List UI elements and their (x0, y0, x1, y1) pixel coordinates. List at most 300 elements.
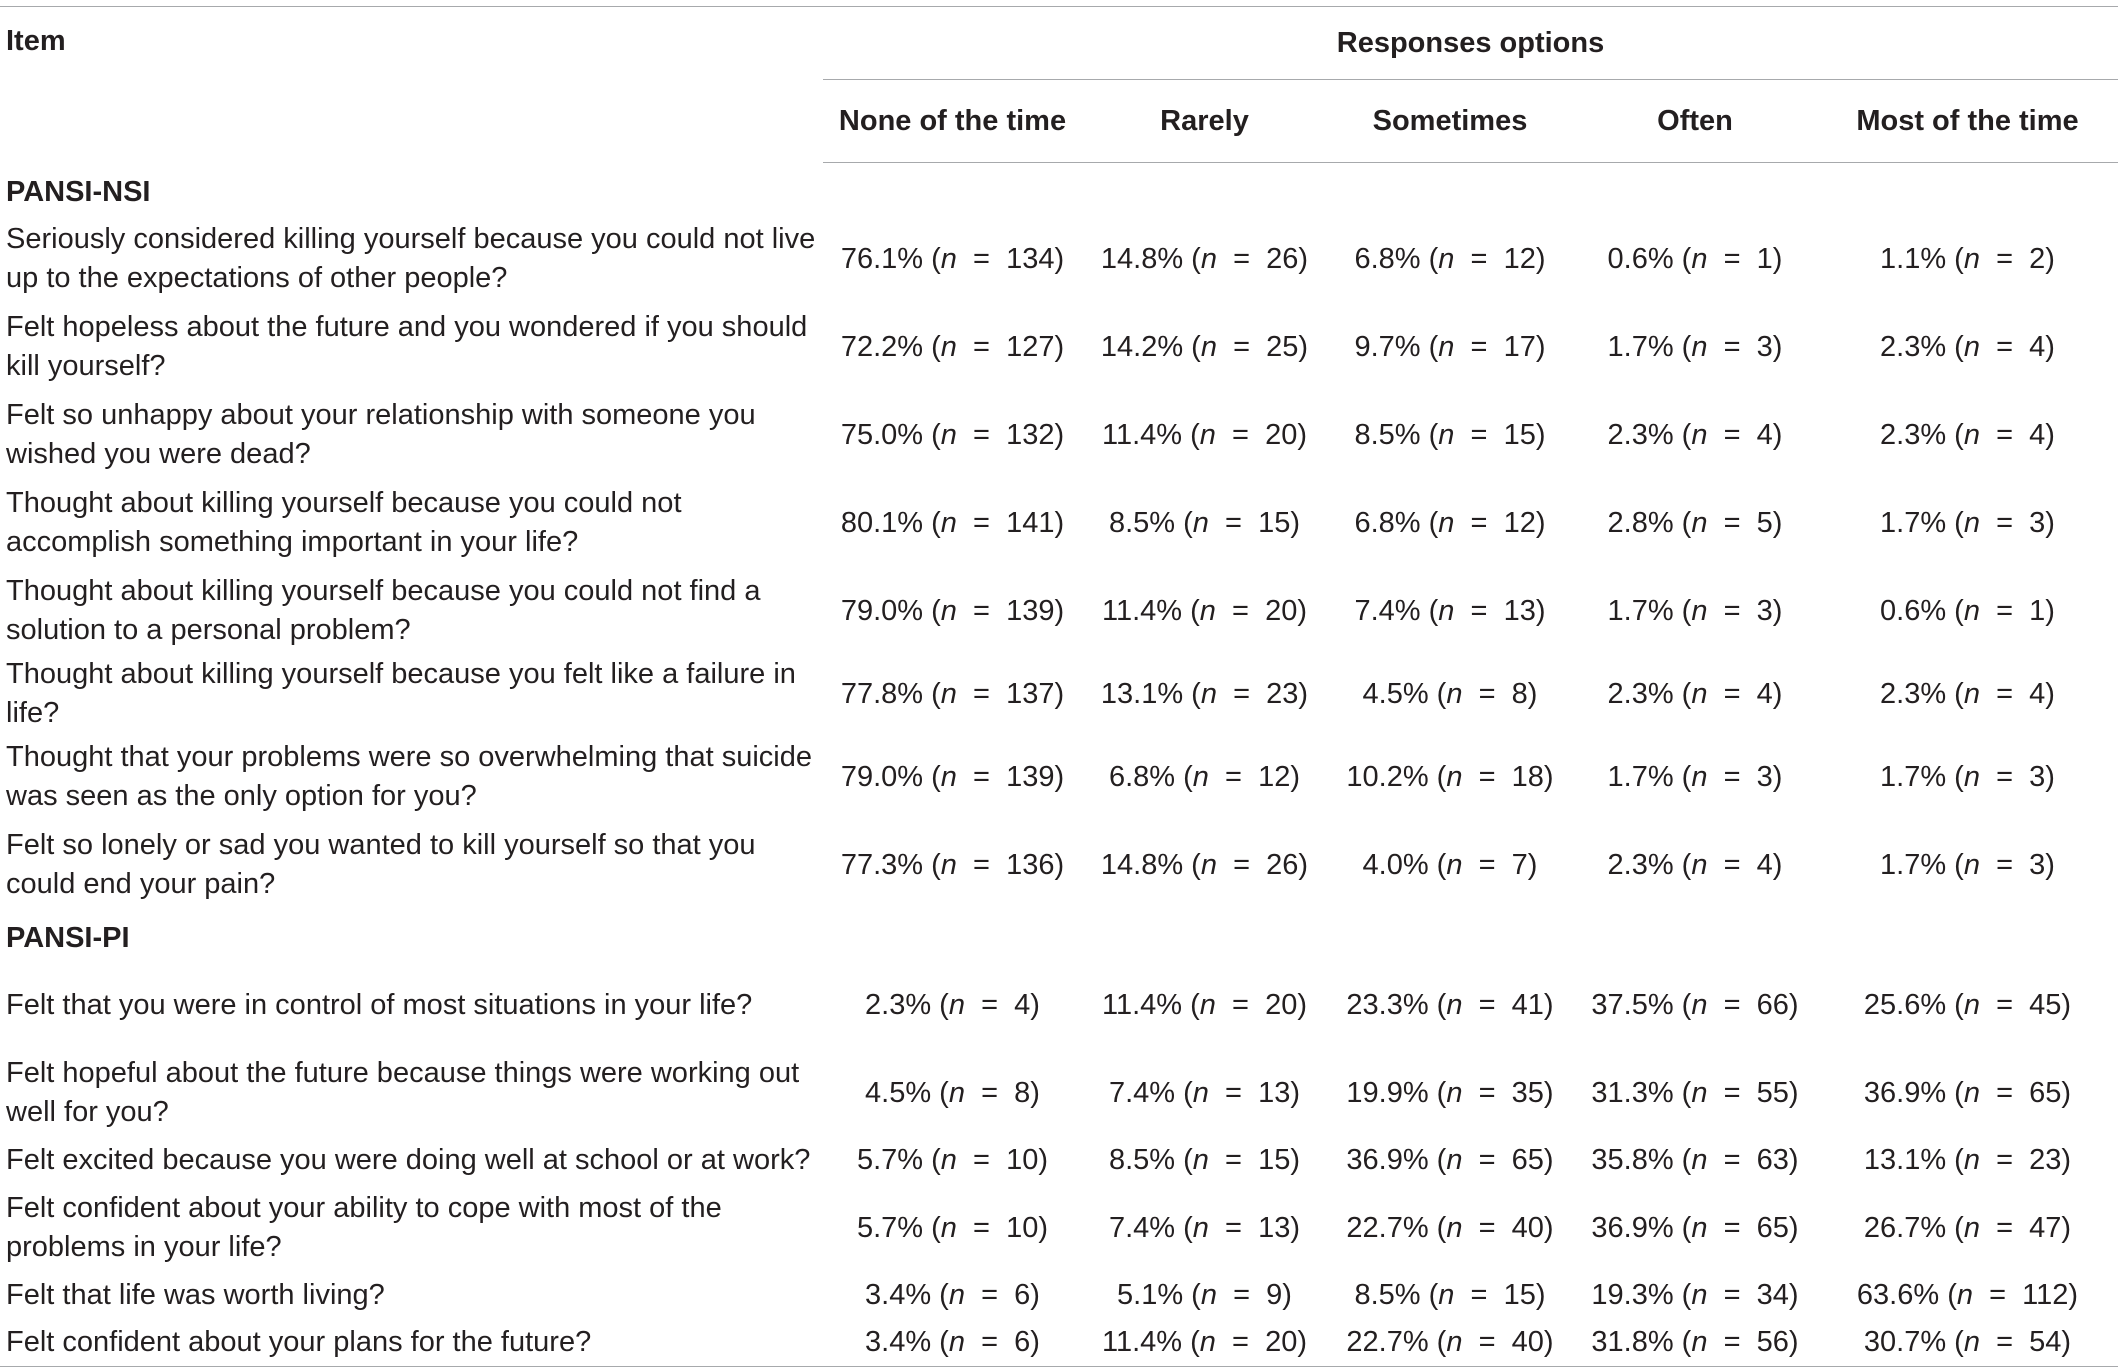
section-label: PANSI-NSI (6, 175, 151, 208)
n-value: 139 (1006, 594, 1055, 627)
n-value: 63 (1756, 1144, 1789, 1176)
close-paren: ) (2045, 848, 2055, 881)
n-value: 12 (1503, 242, 1536, 275)
close-paren: ) (1543, 1144, 1554, 1176)
percent-value: 14.2% (1100, 330, 1184, 363)
close-paren: ) (1788, 1326, 1799, 1358)
n-value: 10 (1006, 1144, 1039, 1176)
close-paren: ) (1030, 1326, 1040, 1358)
n-label: (n = (1183, 242, 1267, 275)
n-value: 15 (1258, 1144, 1291, 1176)
n-label: (n = (923, 677, 1007, 710)
n-value: 4 (2029, 418, 2046, 451)
percent-value: 7.4% (1354, 594, 1421, 627)
n-value: 26 (1266, 242, 1299, 275)
table-row (0, 961, 2118, 1049)
n-label: (n = (1673, 1076, 1757, 1109)
close-paren: ) (1772, 506, 1783, 539)
n-label: (n = (1175, 760, 1259, 793)
n-label: (n = (1939, 1279, 2023, 1311)
n-value: 15 (1503, 418, 1536, 451)
percent-value: 2.8% (1607, 506, 1674, 539)
close-paren: ) (1054, 594, 1065, 627)
n-value: 34 (1756, 1279, 1789, 1311)
close-paren: ) (1772, 677, 1783, 710)
close-paren: ) (1772, 418, 1783, 451)
percent-value: 1.7% (1607, 760, 1674, 793)
response-cell (1817, 733, 2118, 821)
response-cell (1327, 215, 1573, 303)
response-cell (1327, 1137, 1573, 1184)
n-value: 3 (2029, 506, 2046, 539)
n-value: 132 (1006, 418, 1055, 451)
response-cell (1573, 479, 1817, 567)
percent-value: 4.0% (1362, 848, 1429, 881)
percent-value: 0.6% (1880, 594, 1947, 627)
n-value: 3 (2029, 848, 2046, 881)
percent-value: 1.7% (1607, 594, 1674, 627)
response-cell (1327, 961, 1573, 1049)
percent-value: 22.7% (1346, 1211, 1429, 1244)
percent-value: 8.5% (1108, 1144, 1176, 1176)
close-paren: ) (1543, 988, 1554, 1021)
n-label: (n = (1673, 1326, 1757, 1358)
percent-value: 14.8% (1100, 242, 1184, 275)
close-paren: ) (1030, 1279, 1040, 1311)
close-paren: ) (1290, 1076, 1301, 1109)
response-cell (1573, 1137, 1817, 1184)
close-paren: ) (1282, 1279, 1292, 1311)
table-header (0, 7, 2118, 163)
item-text: Felt that you were in control of most situations in your life? (6, 988, 753, 1021)
response-cell (1327, 479, 1573, 567)
n-value: 4 (1756, 677, 1773, 710)
close-paren: ) (1788, 1144, 1799, 1176)
close-paren: ) (1297, 1326, 1308, 1358)
n-label: (n = (1946, 1144, 2030, 1176)
percent-value: 6.8% (1108, 760, 1176, 793)
close-paren: ) (2045, 330, 2055, 363)
n-value: 40 (1511, 1211, 1544, 1244)
response-cell (1573, 821, 1817, 909)
close-paren: ) (1535, 506, 1546, 539)
n-value: 45 (2029, 988, 2062, 1021)
response-cell (1817, 391, 2118, 479)
response-cell (1817, 215, 2118, 303)
response-cell (1082, 215, 1327, 303)
percent-value: 3.4% (865, 1279, 932, 1311)
percent-value: 30.7% (1863, 1326, 1947, 1358)
response-cell (1327, 303, 1573, 391)
close-paren: ) (2061, 1144, 2072, 1176)
n-label: (n = (1673, 506, 1757, 539)
item-text: Felt hopeless about the future and you wondered if you should kill yourself? (6, 311, 808, 382)
response-cell (1082, 1184, 1327, 1272)
response-cell (823, 391, 1082, 479)
header-responses-options: Responses options (823, 7, 2118, 80)
close-paren: ) (2045, 242, 2055, 275)
n-label: (n = (1946, 1326, 2030, 1358)
table-row (0, 1184, 2118, 1272)
n-value: 55 (1756, 1076, 1789, 1109)
n-label: (n = (1428, 1076, 1512, 1109)
close-paren: ) (1788, 1279, 1799, 1311)
n-label: (n = (1183, 848, 1267, 881)
response-cell (1817, 1319, 2118, 1367)
close-paren: ) (1543, 760, 1554, 793)
n-label: (n = (923, 418, 1007, 451)
percent-value: 1.7% (1880, 760, 1947, 793)
n-label: (n = (1182, 418, 1266, 451)
response-cell (1082, 1272, 1327, 1319)
response-cell (1082, 391, 1327, 479)
n-value: 15 (1503, 1279, 1536, 1311)
n-label: (n = (1673, 594, 1757, 627)
n-value: 136 (1006, 848, 1055, 881)
response-cell (1082, 479, 1327, 567)
response-cell (1573, 961, 1817, 1049)
close-paren: ) (1030, 1076, 1040, 1109)
percent-value: 79.0% (840, 760, 924, 793)
n-label: (n = (1183, 1279, 1267, 1311)
section-row (0, 163, 2118, 216)
percent-value: 2.3% (1880, 418, 1947, 451)
n-value: 13 (1258, 1211, 1291, 1244)
percent-value: 1.7% (1607, 330, 1674, 363)
percent-value: 77.3% (840, 848, 924, 881)
n-label: (n = (1420, 594, 1504, 627)
n-value: 10 (1006, 1211, 1039, 1244)
percent-value: 11.4% (1101, 418, 1183, 451)
n-value: 56 (1756, 1326, 1789, 1358)
percent-value: 2.3% (1880, 330, 1947, 363)
n-value: 112 (2022, 1279, 2069, 1311)
n-label: (n = (1428, 988, 1512, 1021)
percent-value: 2.3% (1880, 677, 1947, 710)
item-text: Felt so lonely or sad you wanted to kill yourself so that you could end your pain? (6, 829, 756, 900)
percent-value: 76.1% (840, 242, 924, 275)
close-paren: ) (2045, 677, 2055, 710)
percent-value: 1.7% (1880, 848, 1947, 881)
n-value: 23 (2029, 1144, 2062, 1176)
n-label: (n = (923, 594, 1007, 627)
response-table (0, 6, 2118, 1367)
n-value: 65 (1511, 1144, 1544, 1176)
n-value: 134 (1006, 242, 1055, 275)
n-value: 139 (1006, 760, 1055, 793)
close-paren: ) (1030, 988, 1040, 1021)
n-value: 3 (1756, 594, 1773, 627)
table-row (0, 1137, 2118, 1184)
percent-value: 0.6% (1607, 242, 1674, 275)
n-value: 3 (1756, 760, 1773, 793)
close-paren: ) (1038, 1211, 1049, 1244)
section-row (0, 909, 2118, 961)
n-value: 17 (1503, 330, 1536, 363)
n-label: (n = (1428, 1144, 1512, 1176)
n-label: (n = (1175, 1211, 1259, 1244)
n-value: 1 (1756, 242, 1773, 275)
response-cell (1327, 1049, 1573, 1137)
header-rarely: Rarely (1082, 80, 1327, 163)
response-cell (823, 479, 1082, 567)
response-cell (1082, 303, 1327, 391)
close-paren: ) (2068, 1279, 2079, 1311)
close-paren: ) (1054, 760, 1065, 793)
n-value: 4 (1756, 418, 1773, 451)
close-paren: ) (1290, 1144, 1301, 1176)
n-value: 13 (1503, 594, 1536, 627)
percent-value: 26.7% (1863, 1211, 1947, 1244)
close-paren: ) (1543, 1211, 1554, 1244)
n-label: (n = (931, 1076, 1015, 1109)
n-label: (n = (1946, 418, 2030, 451)
table-row (0, 303, 2118, 391)
item-text: Felt so unhappy about your relationship with someone you wished you were dead? (6, 399, 756, 470)
percent-value: 4.5% (865, 1076, 932, 1109)
response-cell (1327, 1272, 1573, 1319)
table-row (0, 1272, 2118, 1319)
n-value: 35 (1511, 1076, 1544, 1109)
n-value: 9 (1266, 1279, 1283, 1311)
response-cell (1573, 1272, 1817, 1319)
item-text: Thought about killing yourself because you could not find a solution to a personal problem? (6, 575, 761, 646)
close-paren: ) (2045, 594, 2055, 627)
response-cell (1817, 1184, 2118, 1272)
n-value: 5 (1756, 506, 1773, 539)
n-value: 26 (1266, 848, 1299, 881)
table-body (0, 163, 2118, 1367)
response-cell (823, 567, 1082, 655)
n-label: (n = (1175, 1144, 1259, 1176)
n-value: 3 (2029, 760, 2046, 793)
percent-value: 11.4% (1101, 988, 1183, 1021)
percent-value: 7.4% (1108, 1211, 1176, 1244)
n-label: (n = (931, 988, 1015, 1021)
close-paren: ) (2061, 1326, 2072, 1358)
close-paren: ) (1297, 988, 1308, 1021)
n-value: 4 (1756, 848, 1773, 881)
percent-value: 2.3% (1607, 677, 1674, 710)
percent-value: 14.8% (1100, 848, 1184, 881)
percent-value: 1.1% (1880, 242, 1947, 275)
response-cell (823, 1272, 1082, 1319)
percent-value: 8.5% (1108, 506, 1176, 539)
response-cell (1817, 961, 2118, 1049)
response-cell (1573, 733, 1817, 821)
n-value: 4 (2029, 330, 2046, 363)
percent-value: 10.2% (1346, 760, 1429, 793)
percent-value: 5.7% (856, 1211, 924, 1244)
item-text: Seriously considered killing yourself because you could not live up to the expectations of other people? (6, 223, 816, 294)
n-value: 8 (1014, 1076, 1031, 1109)
close-paren: ) (1535, 418, 1546, 451)
n-label: (n = (923, 1144, 1007, 1176)
close-paren: ) (1054, 506, 1065, 539)
response-cell (1082, 1049, 1327, 1137)
header-most-of-the-time: Most of the time (1817, 80, 2118, 163)
n-label: (n = (1673, 242, 1757, 275)
n-value: 7 (1511, 848, 1528, 881)
n-label: (n = (923, 848, 1007, 881)
close-paren: ) (1297, 418, 1308, 451)
table-row (0, 567, 2118, 655)
percent-value: 5.7% (856, 1144, 924, 1176)
percent-value: 19.3% (1591, 1279, 1674, 1311)
close-paren: ) (1543, 1076, 1554, 1109)
response-cell (1817, 479, 2118, 567)
n-label: (n = (1428, 848, 1512, 881)
n-label: (n = (1420, 1279, 1504, 1311)
item-text: Felt hopeful about the future because things were working out well for you? (6, 1057, 800, 1128)
close-paren: ) (1290, 506, 1301, 539)
percent-value: 9.7% (1354, 330, 1421, 363)
n-label: (n = (1946, 760, 2030, 793)
n-label: (n = (1673, 988, 1757, 1021)
n-label: (n = (1175, 506, 1259, 539)
response-cell (1573, 655, 1817, 733)
percent-value: 22.7% (1346, 1326, 1429, 1358)
response-cell (1327, 567, 1573, 655)
n-label: (n = (1946, 1076, 2030, 1109)
close-paren: ) (2061, 1076, 2072, 1109)
n-label: (n = (1946, 848, 2030, 881)
response-cell (1327, 1184, 1573, 1272)
n-label: (n = (1673, 1211, 1757, 1244)
percent-value: 36.9% (1863, 1076, 1947, 1109)
close-paren: ) (1527, 677, 1538, 710)
n-label: (n = (923, 1211, 1007, 1244)
close-paren: ) (1535, 594, 1546, 627)
header-often: Often (1573, 80, 1817, 163)
n-value: 54 (2029, 1326, 2062, 1358)
percent-value: 3.4% (865, 1326, 932, 1358)
n-label: (n = (1420, 242, 1504, 275)
n-label: (n = (1182, 594, 1266, 627)
n-label: (n = (1946, 988, 2030, 1021)
n-value: 65 (1756, 1211, 1789, 1244)
n-label: (n = (1673, 1279, 1757, 1311)
response-cell (1082, 567, 1327, 655)
percent-value: 31.3% (1591, 1076, 1674, 1109)
close-paren: ) (2061, 1211, 2072, 1244)
response-cell (1082, 733, 1327, 821)
n-value: 12 (1258, 760, 1291, 793)
n-label: (n = (1428, 1326, 1512, 1358)
close-paren: ) (1298, 848, 1309, 881)
percent-value: 6.8% (1354, 506, 1421, 539)
close-paren: ) (2045, 418, 2055, 451)
close-paren: ) (1298, 330, 1309, 363)
close-paren: ) (1298, 677, 1309, 710)
n-label: (n = (1946, 594, 2030, 627)
n-value: 25 (1266, 330, 1299, 363)
response-cell (1817, 1049, 2118, 1137)
table-row (0, 391, 2118, 479)
response-cell (1573, 303, 1817, 391)
response-cell (1327, 391, 1573, 479)
n-label: (n = (1673, 330, 1757, 363)
close-paren: ) (1535, 1279, 1546, 1311)
response-cell (1817, 567, 2118, 655)
response-cell (1573, 1319, 1817, 1367)
percent-value: 80.1% (840, 506, 924, 539)
header-none-of-the-time: None of the time (823, 80, 1082, 163)
n-value: 47 (2029, 1211, 2062, 1244)
response-cell (1817, 821, 2118, 909)
n-label: (n = (1946, 330, 2030, 363)
response-cell (823, 655, 1082, 733)
response-cell (1573, 215, 1817, 303)
n-value: 65 (2029, 1076, 2062, 1109)
close-paren: ) (1772, 242, 1783, 275)
header-sometimes: Sometimes (1327, 80, 1573, 163)
percent-value: 31.8% (1591, 1326, 1674, 1358)
n-label: (n = (1673, 418, 1757, 451)
percent-value: 36.9% (1591, 1211, 1674, 1244)
close-paren: ) (1290, 1211, 1301, 1244)
n-label: (n = (1420, 506, 1504, 539)
response-cell (823, 1319, 1082, 1367)
response-cell (1082, 655, 1327, 733)
percent-value: 75.0% (840, 418, 924, 451)
close-paren: ) (1535, 242, 1546, 275)
n-label: (n = (931, 1279, 1015, 1311)
close-paren: ) (1527, 848, 1538, 881)
percent-value: 23.3% (1346, 988, 1429, 1021)
percent-value: 11.4% (1101, 1326, 1183, 1358)
n-label: (n = (1183, 330, 1267, 363)
n-value: 18 (1511, 760, 1544, 793)
percent-value: 4.5% (1362, 677, 1429, 710)
close-paren: ) (2045, 760, 2055, 793)
percent-value: 2.3% (865, 988, 932, 1021)
n-value: 20 (1265, 988, 1298, 1021)
response-cell (1327, 733, 1573, 821)
percent-value: 63.6% (1856, 1279, 1940, 1311)
item-text: Thought about killing yourself because you could not accomplish something important in your life? (6, 487, 682, 558)
close-paren: ) (1054, 848, 1065, 881)
n-label: (n = (1175, 1076, 1259, 1109)
header-item: Item (0, 7, 823, 163)
section-label: PANSI-PI (6, 921, 130, 954)
percent-value: 35.8% (1591, 1144, 1674, 1176)
response-cell (823, 303, 1082, 391)
item-text: Felt confident about your ability to cope with most of the problems in your life? (6, 1192, 722, 1263)
response-cell (1573, 1049, 1817, 1137)
table-row (0, 1049, 2118, 1137)
item-text: Felt excited because you were doing well at school or at work? (6, 1144, 811, 1176)
percent-value: 8.5% (1354, 1279, 1421, 1311)
n-value: 8 (1511, 677, 1528, 710)
response-cell (823, 1049, 1082, 1137)
n-value: 20 (1265, 1326, 1298, 1358)
close-paren: ) (1054, 677, 1065, 710)
response-cell (823, 1137, 1082, 1184)
n-label: (n = (1946, 242, 2030, 275)
response-cell (1817, 1272, 2118, 1319)
n-value: 6 (1014, 1279, 1031, 1311)
percent-value: 37.5% (1591, 988, 1674, 1021)
response-cell (1082, 821, 1327, 909)
response-cell (1327, 1319, 1573, 1367)
n-value: 13 (1258, 1076, 1291, 1109)
n-label: (n = (1946, 506, 2030, 539)
percent-value: 19.9% (1346, 1076, 1429, 1109)
item-text: Thought that your problems were so overwhelming that suicide was seen as the only option for you? (6, 741, 812, 812)
n-value: 4 (1014, 988, 1031, 1021)
n-value: 15 (1258, 506, 1291, 539)
